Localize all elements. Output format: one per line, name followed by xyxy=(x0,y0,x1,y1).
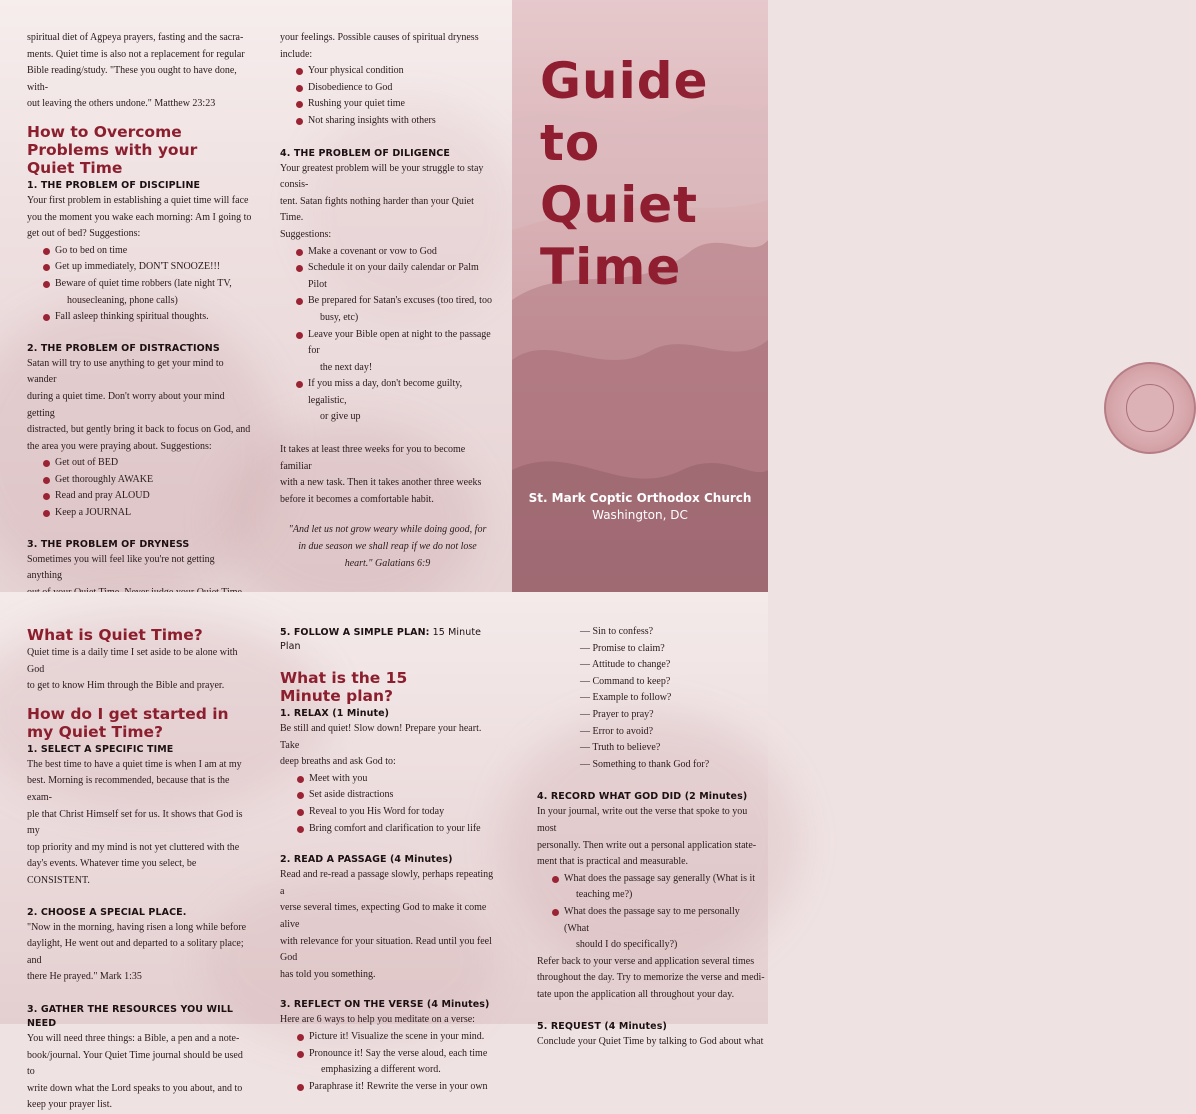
text-line: best. Morning is recommended, because that is the exam- xyxy=(27,775,230,803)
text-line: heart." Galatians 6:9 xyxy=(344,557,431,569)
dryness-bullets xyxy=(308,63,495,129)
record-text xyxy=(537,804,765,870)
text-line: has told you something. xyxy=(280,968,376,980)
list-item: Picture it! Visualize the scene in your mind. xyxy=(309,1029,495,1046)
list-item: Read and pray ALOUD xyxy=(55,488,252,505)
list-item: — Command to keep? xyxy=(580,675,671,687)
special-place-text xyxy=(27,920,247,986)
title-line: to xyxy=(540,114,601,172)
church-name: St. Mark Coptic Orthodox Church xyxy=(528,491,752,505)
text-line: you the moment you wake each morning: Am I going to xyxy=(27,211,252,223)
list-item: — Error to avoid? xyxy=(580,725,654,737)
reflect-text: Here are 6 ways to help you meditate on a verse: xyxy=(280,1014,475,1026)
reflect-bullets xyxy=(309,1029,495,1095)
text-line: Bible reading/study. "These you ought to have done, with- xyxy=(27,65,237,93)
list-item: — Example to follow? xyxy=(580,692,672,704)
top-left-column xyxy=(27,30,252,618)
habit-text xyxy=(280,442,495,508)
read-passage-title: 2. READ A PASSAGE (4 Minutes) xyxy=(280,854,453,866)
simple-plan-subtitle: 15 Minute Plan xyxy=(280,627,482,652)
cover-title xyxy=(540,50,708,298)
special-place-title: 2. CHOOSE A SPECIAL PLACE. xyxy=(27,906,187,918)
text-line: ple that Christ Himself set for us. It shows that God is my xyxy=(27,808,243,837)
select-time-title: 1. SELECT A SPECIFIC TIME xyxy=(27,743,174,755)
text-line: book/journal. Your Quiet Time journal should be used to xyxy=(27,1049,243,1078)
read-passage-text xyxy=(280,867,495,983)
problem-distractions-title: 2. THE PROBLEM OF DISTRACTIONS xyxy=(27,342,220,354)
list-item-continued: teaching me?) xyxy=(576,889,633,901)
text-line: out leaving the others undone." Matthew 23:23 xyxy=(27,98,216,110)
list-item: Leave your Bible open at night to the passage for xyxy=(308,327,495,360)
intro-text xyxy=(27,30,252,113)
text-line: Quiet time is a daily time I set aside to be alone with God xyxy=(27,647,238,675)
text-line: to get to know Him through the Bible and prayer. xyxy=(27,680,225,692)
list-item: Make a covenant or vow to God xyxy=(308,244,495,261)
text-line: Suggestions: xyxy=(280,228,332,240)
relax-title: 1. RELAX (1 Minute) xyxy=(280,708,390,719)
text-line: You will need three things: a Bible, a pen and a note- xyxy=(27,1032,240,1044)
list-item: Disobedience to God xyxy=(308,80,495,97)
text-line: Be still and quiet! Slow down! Prepare your heart. Take xyxy=(280,723,482,751)
relax-bullets xyxy=(309,771,495,837)
title-line: Time xyxy=(540,238,682,296)
resources-title: 3. GATHER THE RESOURCES YOU WILL NEED xyxy=(27,1003,234,1029)
text-line: "Now in the morning, having risen a long while before xyxy=(27,921,247,933)
text-line: The best time to have a quiet time is when I am at my xyxy=(27,758,242,770)
text-line: "And let us not grow weary while doing good, for xyxy=(288,524,487,536)
text-line: deep breaths and ask God to: xyxy=(280,756,396,768)
galatians-quote xyxy=(280,522,495,572)
list-item: Get thoroughly AWAKE xyxy=(55,472,252,489)
diligence-bullets xyxy=(308,244,495,427)
what-is-text xyxy=(27,645,247,695)
resources-text xyxy=(27,1031,247,1114)
section-heading: How to Overcome Problems with your Quiet Time xyxy=(27,122,198,177)
text-line: Your first problem in establishing a quiet time will face xyxy=(27,194,249,206)
text-line: tate upon the application all throughout your day. xyxy=(537,988,735,1000)
relax-text xyxy=(280,721,495,771)
record-followup xyxy=(537,954,765,1004)
text-line: spiritual diet of Agpeya prayers, fasting and the sacra- xyxy=(27,32,244,43)
text-line: with relevance for your situation. Read until you feel God xyxy=(280,935,492,964)
text-line: distracted, but gently bring it back to focus on God, and xyxy=(27,424,251,436)
request-title: 5. REQUEST (4 Minutes) xyxy=(537,1021,667,1033)
title-line: Guide xyxy=(540,52,709,110)
list-item: Fall asleep thinking spiritual thoughts. xyxy=(55,309,252,326)
top-middle-column xyxy=(280,30,495,572)
list-item: — Truth to believe? xyxy=(580,742,661,754)
text-line: top priority and my mind is not yet cluttered with the xyxy=(27,841,240,853)
list-item: If you miss a day, don't become guilty, legalistic, xyxy=(308,376,495,409)
text-line: write down what the Lord speaks to you about, and to xyxy=(27,1082,243,1094)
title-line: Quiet xyxy=(540,176,699,234)
problem-diligence-text xyxy=(280,161,495,244)
list-item: — Attitude to change? xyxy=(580,659,671,671)
text-line: throughout the day. Try to memorize the verse and medi- xyxy=(537,972,765,984)
list-item: What does the passage say generally (What is it xyxy=(564,871,765,888)
bottom-middle-column xyxy=(280,626,495,1095)
list-item: Go to bed on time xyxy=(55,243,252,260)
record-bullets xyxy=(564,871,765,954)
text-line: with a new task. Then it takes another three weeks xyxy=(280,477,482,489)
what-is-quiet-time-heading: What is Quiet Time? xyxy=(27,626,203,644)
text-line: before it becomes a comfortable habit. xyxy=(280,493,434,505)
text-line: Refer back to your verse and application several times xyxy=(537,955,755,967)
text-line: It takes at least three weeks for you to become familiar xyxy=(280,444,466,472)
seal-center xyxy=(1126,384,1174,432)
list-item: Be prepared for Satan's excuses (too tired, too xyxy=(308,293,495,310)
text-line: there He prayed." Mark 1:35 xyxy=(27,971,142,983)
list-item: — Sin to confess? xyxy=(580,626,654,637)
simple-plan-title xyxy=(280,626,495,654)
list-item: Rushing your quiet time xyxy=(308,96,495,113)
list-item: Not sharing insights with others xyxy=(308,113,495,130)
list-item: — Something to thank God for? xyxy=(580,758,710,770)
problem-distractions-text xyxy=(27,356,252,456)
text-line: include: xyxy=(280,48,313,60)
getting-started-heading: How do I get started in my Quiet Time? xyxy=(27,704,229,741)
text-line: Read and re-read a passage slowly, perhaps repeating a xyxy=(280,869,494,897)
text-line: ment that is practical and measurable. xyxy=(537,856,689,868)
text-line: verse several times, expecting God to make it come alive xyxy=(280,902,487,930)
discipline-bullets xyxy=(55,243,252,326)
text-line: during a quiet time. Don't worry about your mind getting xyxy=(27,390,225,419)
text-line: the area you were praying about. Suggestions: xyxy=(27,440,212,452)
request-text: Conclude your Quiet Time by talking to God about what xyxy=(537,1036,764,1048)
text-line: get out of bed? Suggestions: xyxy=(27,228,141,240)
record-title: 4. RECORD WHAT GOD DID (2 Minutes) xyxy=(537,791,748,803)
church-city: Washington, DC xyxy=(592,508,688,522)
list-item: Reveal to you His Word for today xyxy=(309,804,495,821)
problem-diligence-title: 4. THE PROBLEM OF DILIGENCE xyxy=(280,147,450,159)
simple-plan-label: 5. FOLLOW A SIMPLE PLAN: xyxy=(280,627,430,638)
problem-discipline-title: 1. THE PROBLEM OF DISCIPLINE xyxy=(27,179,201,191)
text-line: keep your prayer list. xyxy=(27,1099,112,1111)
dryness-continued xyxy=(280,30,495,63)
list-item: Get up immediately, DON'T SNOOZE!!! xyxy=(55,259,252,276)
list-item: Pronounce it! Say the verse aloud, each time xyxy=(309,1046,495,1063)
list-item: Beware of quiet time robbers (late night TV, xyxy=(55,276,252,293)
text-line: ments. Quiet time is also not a replacement for regular xyxy=(27,48,245,60)
list-item: — Prayer to pray? xyxy=(580,708,654,720)
text-line: Sometimes you will feel like you're not getting anything xyxy=(27,553,215,582)
list-item-continued: or give up xyxy=(320,411,361,423)
bottom-left-column xyxy=(27,626,247,1114)
text-line: tent. Satan fights nothing harder than your Quiet Time. xyxy=(280,195,474,224)
list-item: Paraphrase it! Rewrite the verse in your own xyxy=(309,1079,495,1096)
church-seal xyxy=(1104,362,1196,454)
reflection-questions xyxy=(580,624,765,773)
list-item: — Promise to claim? xyxy=(580,642,665,654)
text-line: daylight, He went out and departed to a solitary place; and xyxy=(27,938,244,966)
distractions-bullets xyxy=(55,455,252,521)
list-item: Your physical condition xyxy=(308,63,495,80)
list-item: Set aside distractions xyxy=(309,787,495,804)
list-item: Keep a JOURNAL xyxy=(55,505,252,522)
list-item: Get out of BED xyxy=(55,455,252,472)
list-item: Meet with you xyxy=(309,771,495,788)
bottom-right-column xyxy=(537,624,765,1051)
problem-discipline-text xyxy=(27,193,252,243)
text-line: day's events. Whatever time you select, be CONSISTENT. xyxy=(27,858,197,886)
list-item-continued: the next day! xyxy=(320,361,373,373)
text-line: Satan will try to use anything to get your mind to wander xyxy=(27,357,224,386)
list-item-continued: should I do specifically?) xyxy=(576,939,678,951)
text-line: Your greatest problem will be your struggle to stay consis- xyxy=(280,162,484,191)
text-line: In your journal, write out the verse that spoke to you most xyxy=(537,806,748,834)
text-line: in due season we shall reap if we do not lose xyxy=(298,541,477,553)
text-line: personally. Then write out a personal application state- xyxy=(537,839,757,851)
list-item: Bring comfort and clarification to your life xyxy=(309,821,495,838)
list-item-continued: busy, etc) xyxy=(320,311,359,323)
select-time-text xyxy=(27,757,247,890)
fifteen-minute-heading: What is the 15 Minute plan? xyxy=(280,669,408,705)
list-item: What does the passage say to me personally (What xyxy=(564,904,765,937)
text-line: your feelings. Possible causes of spiritual dryness xyxy=(280,32,479,43)
problem-dryness-title: 3. THE PROBLEM OF DRYNESS xyxy=(27,538,190,550)
list-item: Schedule it on your daily calendar or Palm Pilot xyxy=(308,260,495,293)
reflect-title: 3. REFLECT ON THE VERSE (4 Minutes) xyxy=(280,999,490,1011)
list-item-continued: housecleaning, phone calls) xyxy=(67,294,178,306)
list-item-continued: emphasizing a different word. xyxy=(321,1064,441,1076)
